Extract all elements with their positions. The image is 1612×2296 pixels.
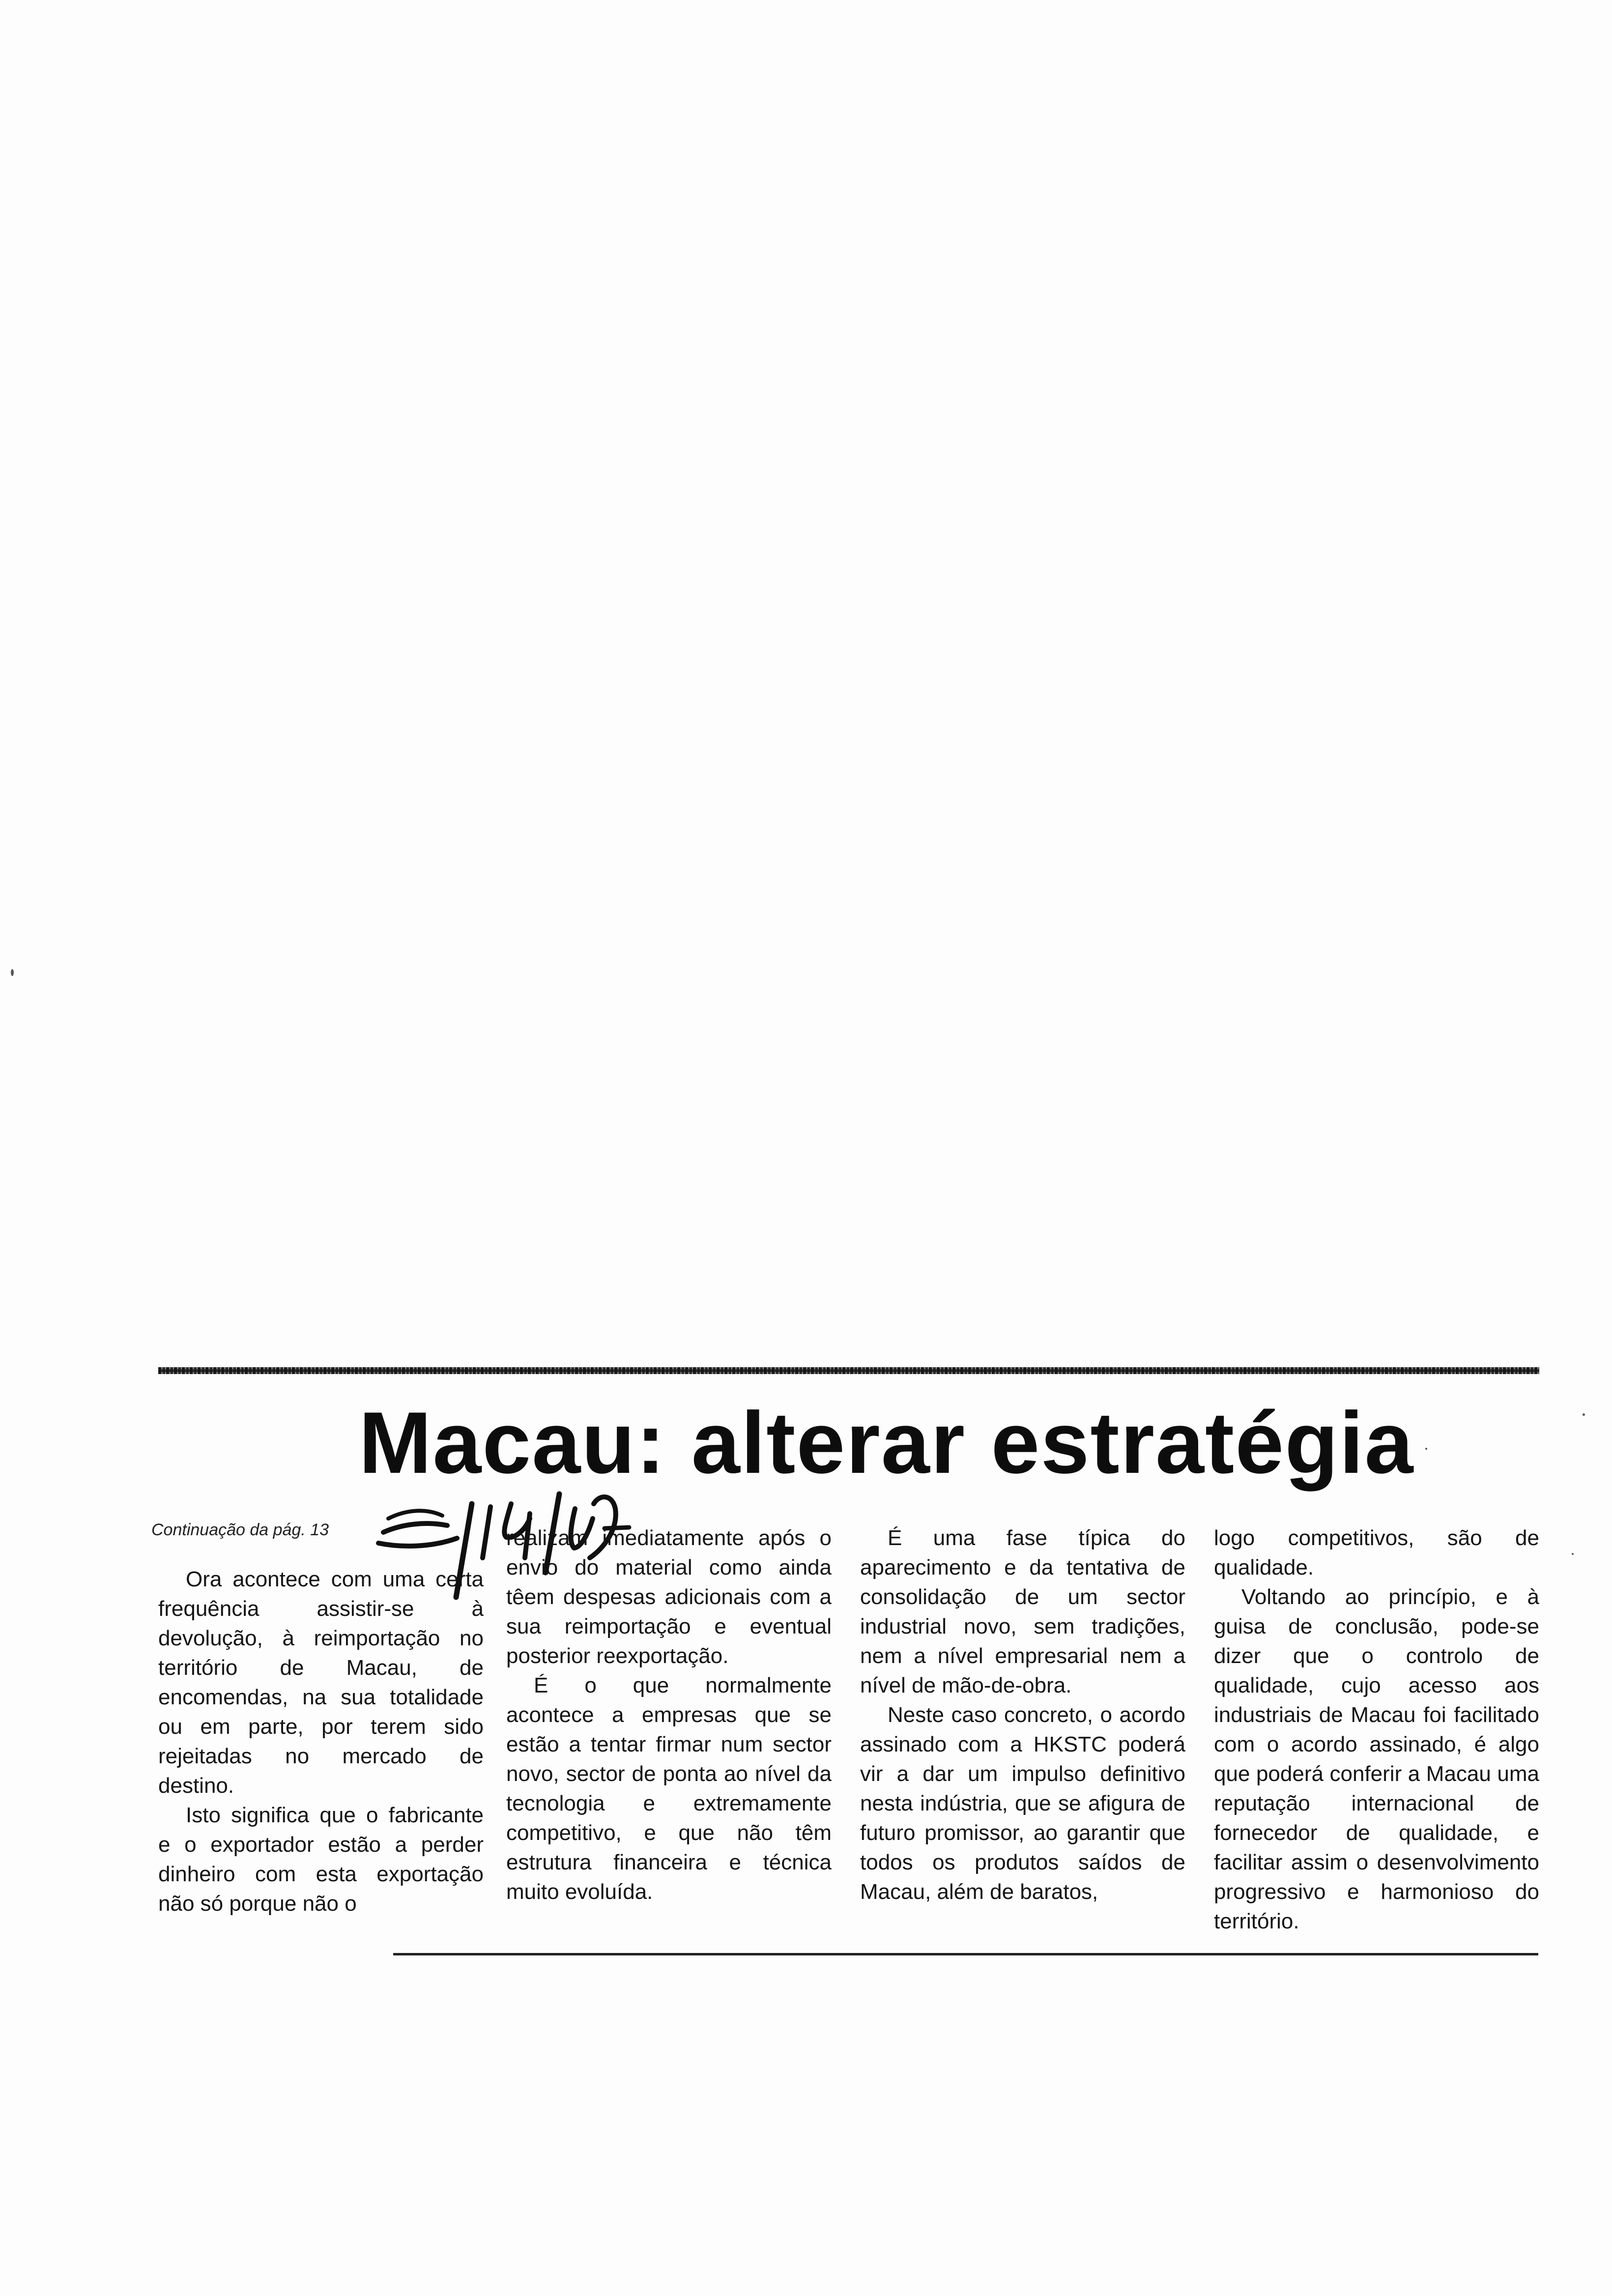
- paragraph: Ora acontece com uma certa frequência assistir-se à devolução, à reimportação no território de Macau, de encomendas, na sua totalidade ou em parte, por terem sido rejeitadas no mercado de destino.: [158, 1567, 484, 1798]
- paragraph: É o que normalmente acontece a empresas que se estão a tentar firmar num sector novo, sector de ponta ao nível da tecnologia e extremamente competitivo, e que não têm estrutura financeira e técnica muito evoluída.: [506, 1673, 832, 1904]
- paragraph: Isto significa que o fabricante e o exportador estão a perder dinheiro com esta exportação não só porque não o: [158, 1803, 484, 1916]
- article-headline: Macau: alterar estratégia: [359, 1394, 1414, 1492]
- top-dotted-rule: [158, 1367, 1539, 1374]
- article-column-4: [1214, 1523, 1539, 1936]
- scan-speck: [1572, 1553, 1574, 1555]
- article-column-3: [860, 1523, 1185, 1907]
- paragraph: Neste caso concreto, o acordo assinado com a HKSTC poderá vir a dar um impulso definitivo nesta indústria, que se afigura de futuro promissor, ao garantir que todos os produtos saídos de Macau, além de baratos,: [860, 1703, 1185, 1904]
- paragraph: realizam imediatamente após o envio do material como ainda têem despesas adicionais com a sua reimportação e eventual posterior reexportação.: [506, 1526, 832, 1668]
- continuation-note: Continuação da pág. 13: [151, 1521, 329, 1539]
- paragraph: Voltando ao princípio, e à guisa de conclusão, pode-se dizer que o controlo de qualidade, cujo acesso aos industriais de Macau foi facilitado com o acordo assinado, é algo que poderá conferir a Macau uma reputação internacional de fornecedor de qualidade, e facilitar assim o desenvolvimento progressivo e harmonioso do território.: [1214, 1585, 1539, 1933]
- scan-speck: [1583, 1413, 1585, 1416]
- bottom-rule: [393, 1953, 1538, 1955]
- article-column-1: [158, 1565, 484, 1919]
- paragraph: logo competitivos, são de qualidade.: [1214, 1526, 1539, 1579]
- scan-speck: [1425, 1448, 1427, 1450]
- article-column-2: [506, 1523, 832, 1907]
- paragraph: É uma fase típica do aparecimento e da tentativa de consolidação de um sector industrial novo, sem tradições, nem a nível empresarial nem a nível de mão-de-obra.: [860, 1526, 1185, 1697]
- scan-speck: [11, 969, 14, 976]
